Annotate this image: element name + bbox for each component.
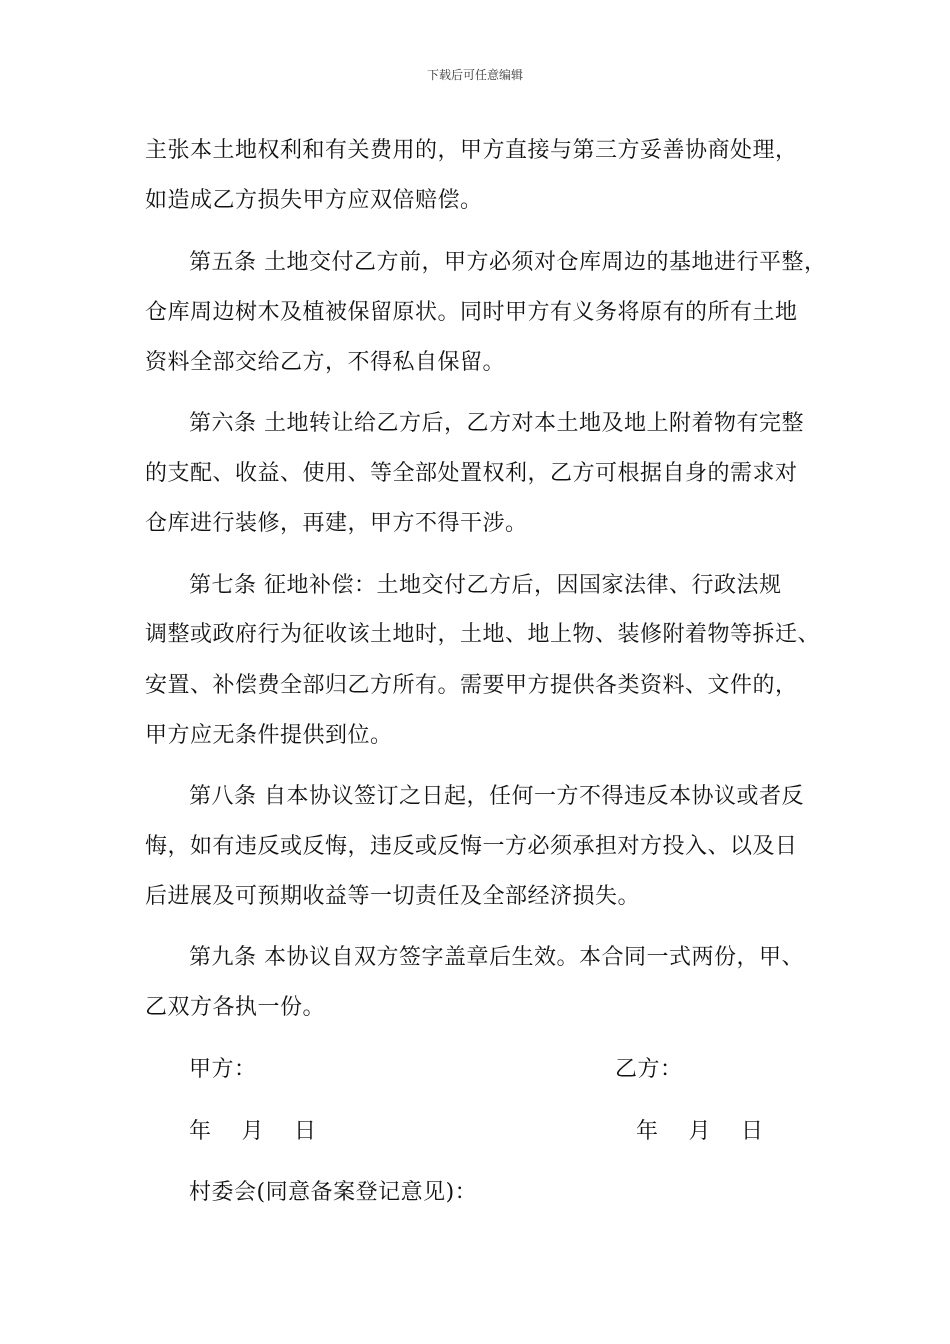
article-7-line-3: 安置、补偿费全部归乙方所有。需要甲方提供各类资料、文件的， bbox=[145, 673, 798, 698]
article-7-line-2: 调整或政府行为征收该土地时，土地、地上物、装修附着物等拆迁、 bbox=[145, 622, 821, 647]
article-6-line-3: 仓库进行装修，再建，甲方不得干涉。 bbox=[145, 511, 528, 536]
article-6-line-1: 第六条 土地转让给乙方后，乙方对本土地及地上附着物有完整 bbox=[189, 411, 804, 436]
party-a-label: 甲方： bbox=[189, 1057, 257, 1082]
article-5-line-3: 资料全部交给乙方，不得私自保留。 bbox=[145, 350, 506, 375]
article-9-line-1: 第九条 本协议自双方签字盖章后生效。本合同一式两份，甲、 bbox=[189, 945, 804, 970]
page-header-note: 下载后可任意编辑 bbox=[426, 68, 523, 82]
article-9-line-2: 乙双方各执一份。 bbox=[145, 995, 326, 1020]
article-5-line-2: 仓库周边树木及植被保留原状。同时甲方有义务将原有的所有土地 bbox=[145, 300, 798, 325]
article-8-line-1: 第八条 自本协议签订之日起，任何一方不得违反本协议或者反 bbox=[189, 784, 804, 809]
article-6-line-2: 的支配、收益、使用、等全部处置权利，乙方可根据自身的需求对 bbox=[145, 461, 798, 486]
party-a-date: 年 月 日 bbox=[189, 1119, 317, 1144]
clause-continuation-line-2: 如造成乙方损失甲方应双倍赔偿。 bbox=[145, 188, 483, 213]
article-7-line-1: 第七条 征地补偿：土地交付乙方后，因国家法律、行政法规 bbox=[189, 573, 782, 598]
article-8-line-3: 后进展及可预期收益等一切责任及全部经济损失。 bbox=[145, 884, 641, 909]
party-b-date: 年 月 日 bbox=[636, 1119, 764, 1144]
party-b-label: 乙方： bbox=[615, 1057, 683, 1082]
village-committee-label: 村委会(同意备案登记意见)： bbox=[189, 1180, 478, 1205]
clause-continuation-line-1: 主张本土地权利和有关费用的，甲方直接与第三方妥善协商处理， bbox=[145, 138, 798, 163]
article-8-line-2: 悔，如有违反或反悔，违反或反悔一方必须承担对方投入、以及日 bbox=[145, 834, 798, 859]
article-7-line-4: 甲方应无条件提供到位。 bbox=[145, 723, 393, 748]
article-5-line-1: 第五条 土地交付乙方前，甲方必须对仓库周边的基地进行平整， bbox=[189, 250, 827, 275]
